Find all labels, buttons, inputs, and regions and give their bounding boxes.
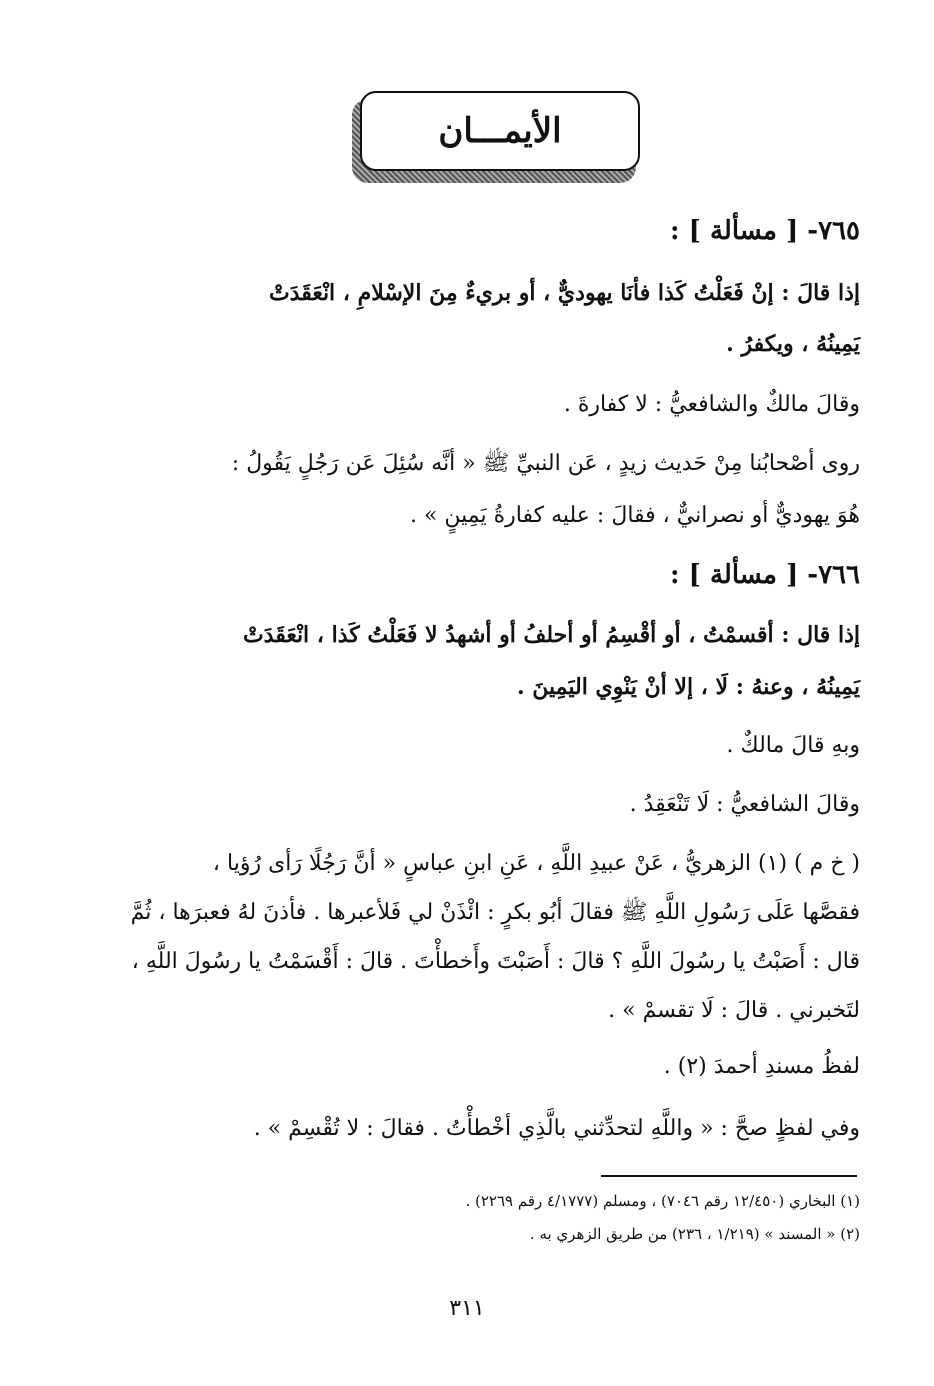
issue-766-heading: ٧٦٦- [ مسألة ] : xyxy=(669,560,860,590)
issue-766-line-5: ( خ م ) (١) الزهريُّ ، عَنْ عبيدِ اللَّهِ ، عَنِ ابنِ عباسٍ « أنَّ رَجُلًا رَأى رُؤيا ، xyxy=(212,851,860,876)
issue-766-line-6: فقصَّها عَلَى رَسُولِ اللَّهِ ﷺ فقالَ أبُو بكرٍ : ائْذَنْ لي فَلأعبرها . فأذنَ لهُ فعبرَها ، ثُمَّ xyxy=(130,900,860,925)
issue-765-line-2: يَمِينُهُ ، ويكفرُ . xyxy=(726,331,860,357)
issue-765-line-3: وقالَ مالكٌ والشافعيُّ : لا كفارةَ . xyxy=(563,392,860,417)
issue-766-line-1: إذا قال : أقسمْتُ ، أو أقْسِمُ أو أحلفُ أو أشهدُ لا فَعَلْتُ كَذا ، انْعَقَدَتْ xyxy=(242,622,860,648)
issue-766-line-8: لتَخبرني . قالَ : لَا تقسمْ » . xyxy=(608,998,860,1023)
chapter-title: الأيمـــان xyxy=(360,91,640,171)
page-number: ٣١١ xyxy=(449,1296,485,1321)
issue-765-line-1: إذا قالَ : إنْ فَعَلْتُ كَذا فأنَا يهوديٌّ ، أو بريءٌ مِنَ الإسْلامِ ، انْعَقَدَتْ xyxy=(268,280,860,306)
issue-765-line-5: هُوَ يهوديٌّ أو نصرانيٌّ ، فقالَ : عليه كفارةُ يَمِينٍ » . xyxy=(409,503,860,528)
footnote-2: (٢) « المسند » (١/٢١٩ ، ٢٣٦) من طريق الزهري به . xyxy=(529,1225,860,1243)
footnote-separator xyxy=(601,1175,857,1177)
issue-766-line-9: لفظُ مسندِ أحمدَ (٢) . xyxy=(663,1054,860,1079)
issue-765-line-4: روى أصْحابُنا مِنْ حَديث زيدٍ ، عَن النبيِّ ﷺ « أنَّه سُئِلَ عَن رَجُلٍ يَقُولُ : xyxy=(231,451,860,476)
footnote-1: (١) البخاري (١٢/٤٥٠ رقم ٧٠٤٦) ، ومسلم (٤/١٧٧٧ رقم ٢٢٦٩) . xyxy=(465,1192,860,1210)
issue-766-line-10: وفي لفظٍ صحَّ : « واللَّهِ لتحدِّثني بالَّذِي أخْطأْتُ . فقالَ : لا تُقْسِمْ » . xyxy=(253,1116,860,1141)
issue-766-line-7: قال : أَصَبْتُ يا رسُولَ اللَّهِ ؟ قالَ : أَصَبْتَ وأَخطأْتَ . قالَ : أَقْسَمْتُ يا رسُولَ اللَّهِ ، xyxy=(131,949,860,974)
issue-766-line-3: وبهِ قالَ مالكٌ . xyxy=(726,733,860,758)
issue-766-line-2: يَمِينُهُ ، وعنهُ : لَا ، إلا أنْ يَنْوِي اليَمِينَ . xyxy=(516,674,860,700)
title-frame xyxy=(352,91,644,183)
issue-765-heading: ٧٦٥- [ مسألة ] : xyxy=(669,216,860,246)
issue-766-line-4: وقالَ الشافعيُّ : لَا تَنْعَقِدُ . xyxy=(629,792,860,817)
